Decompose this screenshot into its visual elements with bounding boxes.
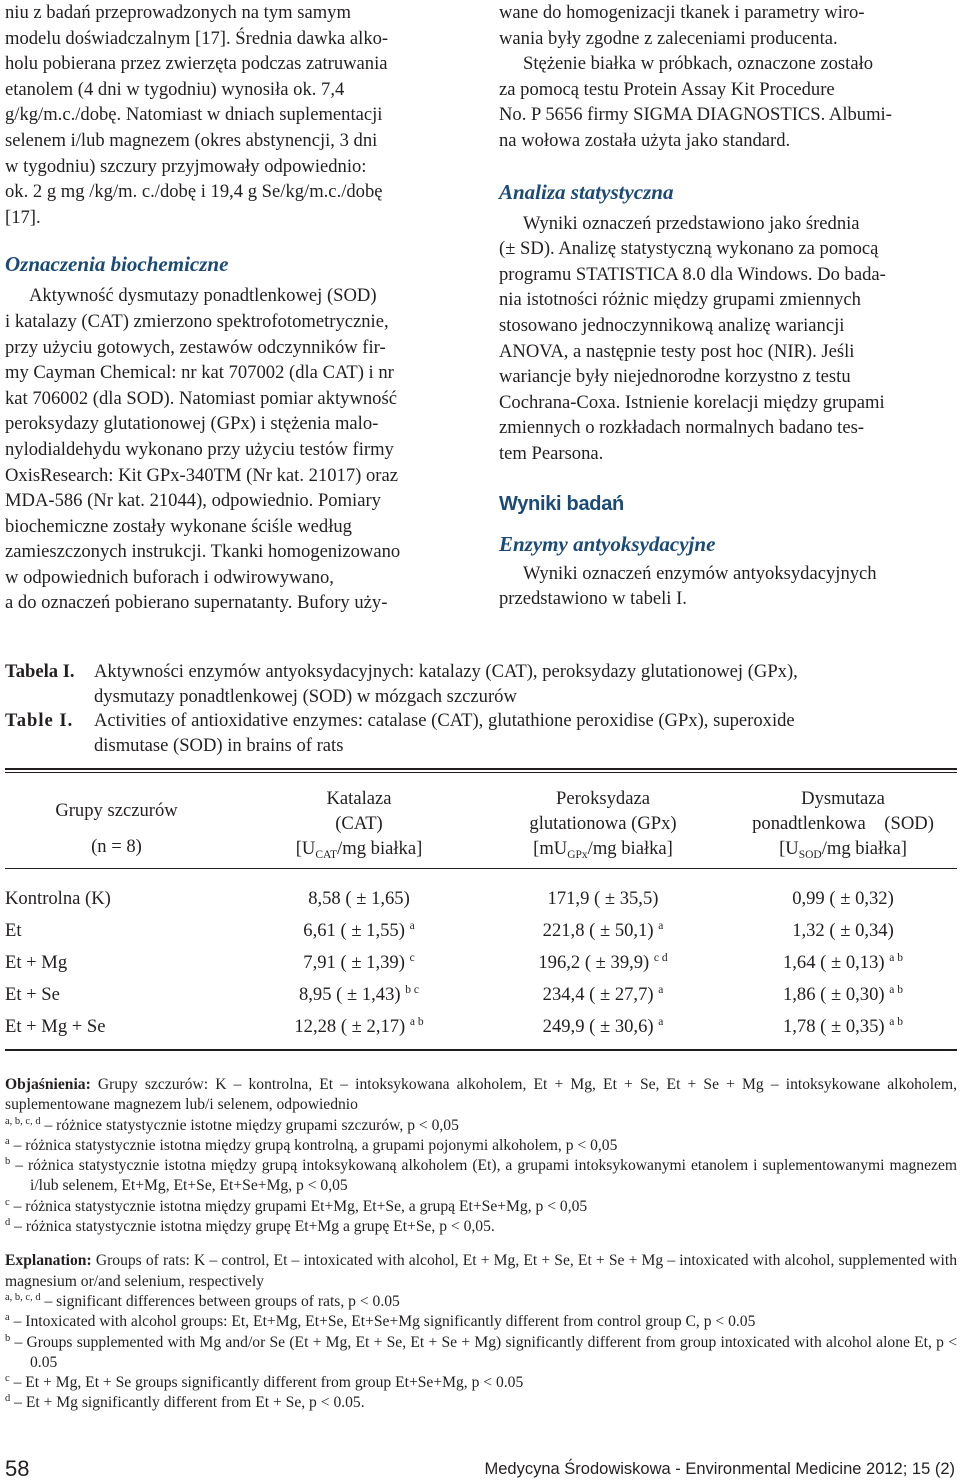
text-line: selenem i/lub magnezem (okres abstynencji, 3 dni — [5, 129, 378, 151]
cell-gpx: 221,8 ( ± 50,1) $^a$ — [542, 920, 664, 941]
text-line: holu pobierana przez zwierzęta podczas zatruwania — [5, 53, 388, 75]
text-line: przedstawiono w tabeli I. — [499, 588, 687, 610]
notes-pl-intro: Objaśnienia: Grupy szczurów: K – kontrolna, Et – intoksykowana alkoholem, Et + Mg, Et + Se, Et + Se + Mg – intoksykowane alkoholem, suplementowane magnezem lub/i selenem, odpowiednio — [5, 1076, 957, 1114]
paragraph-dose — [5, 0, 462, 230]
text-line: na wołowa została użyta jako standard. — [499, 129, 791, 151]
text-line: wariancje były niejednorodne korzystno z testu — [499, 366, 851, 388]
note-item: $^a$ – Intoxicated with alcohol groups: Et, Et+Mg, Et+Se, Et+Se+Mg significantly different from control group C, p < 0.05 — [5, 1312, 756, 1331]
note-item: $^c$ – Et + Mg, Et + Se groups significantly different from group Et+Se+Mg, p < 0.05 — [5, 1373, 524, 1392]
cell-group: Et + Se — [5, 984, 60, 1005]
text-line: przy użyciu gotowych, zestawów odczynników fir- — [5, 336, 386, 358]
cell-group: Et + Mg — [5, 952, 68, 973]
cell-catalase: 8,95 ( ± 1,43) $^{b c}$ — [298, 984, 419, 1005]
text-line: No. P 5656 firmy SIGMA DIAGNOSTICS. Albumi- — [499, 104, 892, 126]
note-item: $^{a, b, c, d}$ – różnice statystycznie istotne między grupami szczurów, p < 0,05 — [5, 1115, 459, 1134]
text-line: peroksydazy glutationowej (GPx) i stężenia malo- — [5, 413, 379, 435]
text-line: MDA-586 (Nr kat. 21044), odpowiednio. Pomiary — [5, 490, 381, 512]
right-column — [499, 0, 956, 612]
page-number: 58 — [5, 1456, 30, 1481]
text-line: ANOVA, a następnie testy post hoc (NIR). Jeśli — [499, 340, 855, 362]
heading-results: Wyniki badań — [499, 492, 624, 515]
table-notes — [5, 1075, 957, 1414]
text-line: Aktywność dysmutazy ponadtlenkowej (SOD) — [29, 285, 377, 307]
header-superoxide-dismutase: Dysmutaza ponadtlenkowa (SOD) [$U_{SOD}/mg$ białka] — [752, 788, 934, 861]
cell-sod: 0,99 ( ± 0,32) — [792, 888, 894, 909]
paragraph-enzymes — [499, 561, 956, 612]
heading-statistical-analysis: Analiza statystyczna — [499, 179, 674, 204]
cell-sod: 1,78 ( ± 0,35) $^{a b}$ — [782, 1016, 903, 1037]
left-column — [5, 0, 462, 616]
paragraph-biochemical-assays — [5, 283, 462, 616]
caption-polish — [5, 660, 957, 709]
cell-gpx: 171,9 ( ± 35,5) — [547, 888, 659, 909]
cell-gpx: 249,9 ( ± 30,6) $^a$ — [542, 1016, 664, 1037]
table-top-rule-thin — [5, 772, 957, 773]
text-line: tem Pearsona. — [499, 442, 604, 464]
text-line: zmiennych o rozkładach normalnych badano tes- — [499, 417, 865, 439]
text-line: modelu doświadczalnym [17]. Średnia dawka alko- — [5, 27, 389, 49]
text-line: i katalazy (CAT) zmierzono spektrofotometrycznie, — [5, 310, 389, 332]
caption-text-en: Activities of antioxidative enzymes: catalase (CAT), glutathione peroxidise (GPx), superoxide dismutase (SOD) in brains of rats — [94, 710, 795, 756]
table-bottom-rule — [5, 1049, 957, 1051]
note-item: $^d$ – Et + Mg significantly different from Et + Se, p < 0.05. — [5, 1393, 365, 1412]
note-item: $^{a, b, c, d}$ – significant differences between groups of rats, p < 0.05 — [5, 1291, 400, 1310]
cell-catalase: 8,58 ( ± 1,65) — [308, 888, 410, 909]
text-line: OxisResearch: Kit GPx-340TM (Nr kat. 21017) oraz — [5, 464, 398, 486]
text-line: g/kg/m.c./dobę. Natomiast w dniach suplementacji — [5, 104, 383, 126]
text-line: my Cayman Chemical: nr kat 707002 (dla CAT) i nr — [5, 362, 394, 384]
caption-text-pl: Aktywności enzymów antyoksydacyjnych: katalazy (CAT), peroksydazy glutationowej (GPx), dysmutazy ponadtlenkowej (SOD) w mózgach szczurów — [94, 661, 798, 707]
text-line: etanolem (4 dni w tygodniu) wynosiła ok. 7,4 — [5, 78, 345, 100]
text-line: stosowano jednoczynnikową analizę wariancji — [499, 314, 845, 336]
cell-group: Et — [5, 920, 22, 941]
table-caption — [5, 660, 957, 758]
text-line: (± SD). Analizę statystyczną wykonano za pomocą — [499, 238, 879, 260]
paragraph-statistics — [499, 211, 956, 467]
cell-sod: 1,64 ( ± 0,13) $^{a b}$ — [782, 952, 903, 973]
text-line: wane do homogenizacji tkanek i parametry wiro- — [499, 2, 865, 23]
table-top-rule — [5, 768, 957, 770]
text-line: [17]. — [5, 206, 41, 228]
notes-en-intro: Explanation: Groups of rats: K – control, Et – intoxicated with alcohol, Et + Mg, Et + Se, Et + Se + Mg – intoxicated with alcohol, supplemented with magnesium or/and selenium, respectively — [5, 1252, 957, 1290]
caption-label-pl: Tabela I. — [5, 661, 75, 682]
cell-group: Kontrolna (K) — [5, 888, 111, 909]
header-glutathione-peroxidase: Peroksydaza glutationowa (GPx) [$mU_{GPx}/mg$ białka] — [529, 788, 677, 861]
text-line: a do oznaczeń pobierano supernatanty. Bufory uży- — [5, 592, 388, 614]
caption-english — [5, 709, 957, 758]
cell-catalase: 6,61 ( ± 1,55) $^a$ — [303, 920, 415, 941]
header-catalase: Katalaza (CAT) [$U_{CAT}/mg$ białka] — [295, 788, 423, 861]
text-line: w odpowiednich buforach i odwirowywano, — [5, 566, 334, 588]
cell-group: Et + Mg + Se — [5, 1016, 106, 1037]
text-line: Stężenie białka w próbkach, oznaczone zostało — [523, 53, 874, 75]
text-line: programu STATISTICA 8.0 dla Windows. Do bada- — [499, 263, 886, 285]
heading-antioxidant-enzymes: Enzymy antyoksydacyjne — [499, 531, 716, 556]
header-groups: Grupy szczurów (n = 8) — [55, 800, 178, 857]
note-item: $^b$ – różnica statystycznie istotna między grupą intoksykowaną alkoholem (Et), a grupami intoksykowanymi etanolem i suplementowanymi magnezem i/lub selenem, Et+Mg, Et+Se, Et+Se+Mg, p < 0,05 — [5, 1156, 957, 1195]
text-line: Wyniki oznaczeń enzymów antyoksydacyjnych — [523, 562, 877, 584]
text-line: Wyniki oznaczeń przedstawiono jako średnia — [523, 212, 860, 234]
cell-catalase: 7,91 ( ± 1,39) $^c$ — [303, 952, 415, 973]
heading-biochemical-assays: Oznaczenia biochemiczne — [5, 252, 229, 277]
cell-gpx: 196,2 ( ± 39,9) $^{c d}$ — [538, 952, 668, 973]
text-line: za pomocą testu Protein Assay Kit Procedure — [499, 78, 835, 100]
cell-catalase: 12,28 ( ± 2,17) $^{a b}$ — [294, 1016, 424, 1037]
cell-gpx: 234,4 ( ± 27,7) $^a$ — [542, 984, 664, 1005]
note-item: $^d$ – różnica statystycznie istotna między grupę Et+Mg a grupę Et+Se, p < 0,05. — [5, 1217, 495, 1236]
text-line: niu z badań przeprowadzonych na tym samym — [5, 2, 351, 23]
text-line: zamieszczonych instrukcji. Tkanki homogenizowano — [5, 541, 401, 563]
journal-reference: Medycyna Środowiskowa - Environmental Medicine 2012; 15 (2) — [484, 1460, 955, 1478]
note-item: $^b$ – Groups supplemented with Mg and/or Se (Et + Mg, Et + Se, Et + Se + Mg) significantly different from group intoxicated with alcohol alone Et, p < 0.05 — [5, 1332, 957, 1371]
text-line: biochemiczne zostały wykonane ściśle według — [5, 515, 352, 537]
cell-sod: 1,32 ( ± 0,34) — [792, 920, 894, 941]
paragraph-protein — [499, 51, 956, 153]
note-item: $^a$ – różnica statystycznie istotna między grupą kontrolną, a grupami pojonymi alkoholem, p < 0,05 — [5, 1135, 618, 1154]
text-line: ok. 2 g mg /kg/m. c./dobę i 19,4 g Se/kg/m.c./dobę — [5, 181, 383, 203]
table-header-rule — [5, 868, 957, 869]
paragraph-buffers — [499, 0, 956, 51]
caption-label-en: Table I. — [5, 710, 74, 731]
text-line: nylodialdehydu wykonano przy użyciu testów firmy — [5, 438, 394, 460]
cell-sod: 1,86 ( ± 0,30) $^{a b}$ — [782, 984, 903, 1005]
text-line: kat 706002 (dla SOD). Natomiast pomiar aktywność — [5, 387, 397, 409]
text-line: Cochrana-Coxa. Istnienie korelacji między grupami — [499, 391, 885, 413]
note-item: $^c$ – różnica statystycznie istotna między grupami Et+Mg, Et+Se, a grupą Et+Se+Mg, p < 0,05 — [5, 1196, 588, 1215]
text-line: w tygodniu) szczury przyjmowały odpowiednio: — [5, 155, 367, 177]
text-line: nia istotności różnic między grupami zmiennych — [499, 289, 861, 311]
text-line: wania były zgodne z zaleceniami producenta. — [499, 27, 838, 49]
